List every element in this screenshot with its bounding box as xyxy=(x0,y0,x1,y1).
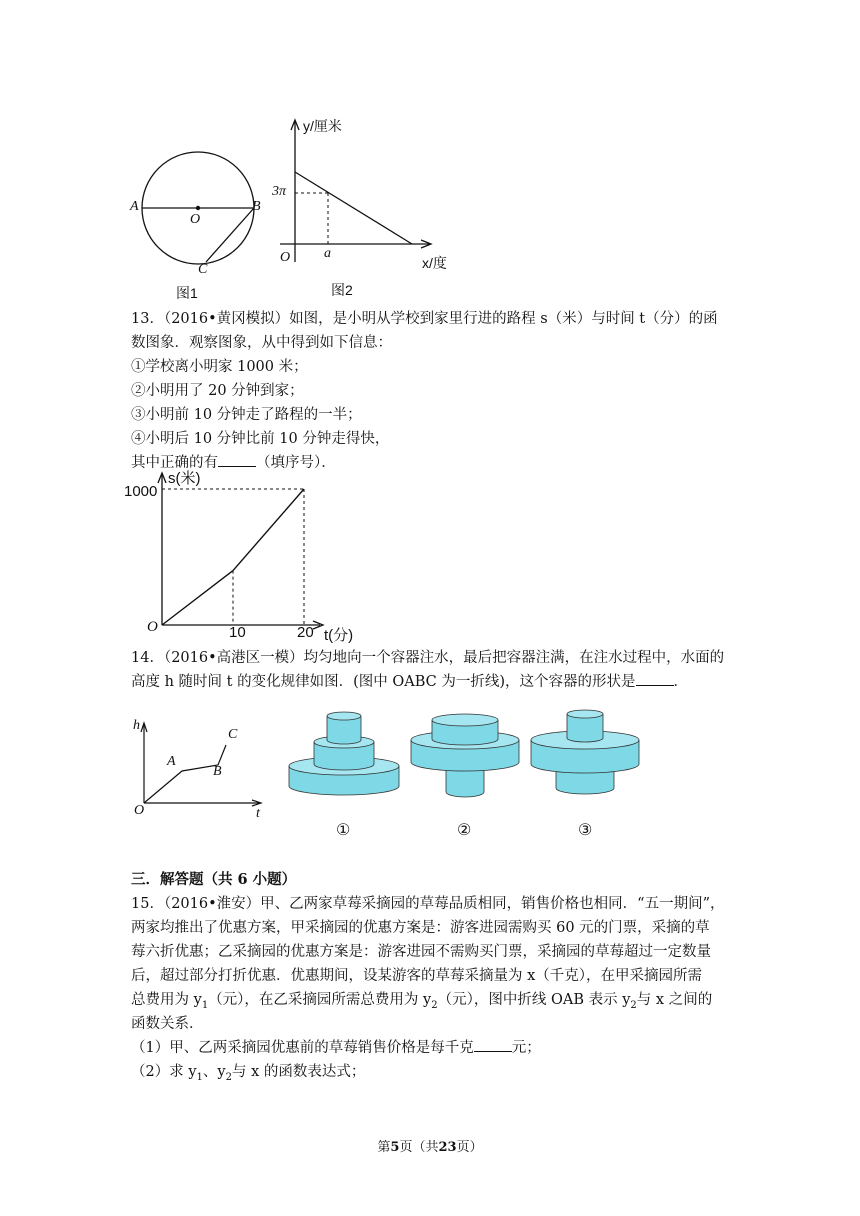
axis-label-y-cm: y/厘米 xyxy=(303,118,342,134)
q14-a-label: A xyxy=(167,754,176,769)
q15-line: 函数关系． xyxy=(131,1016,204,1032)
point-label-a: A xyxy=(130,199,139,214)
q13-x-tick-10: 10 xyxy=(229,624,246,641)
answer-blank[interactable] xyxy=(474,1037,512,1052)
point-label-b: B xyxy=(252,199,261,214)
figure-1-caption: 图1 xyxy=(176,285,198,301)
q15-subscript: 2 xyxy=(225,1071,232,1083)
q14-option-label-1: ① xyxy=(336,822,351,839)
q15-text: （元），图中折线 OAB 表示 y xyxy=(437,992,631,1008)
q13-x-tick-20: 20 xyxy=(297,624,314,641)
q14-container-option-1[interactable] xyxy=(287,708,402,803)
figure-2-graph xyxy=(270,112,445,272)
page-footer xyxy=(0,1136,860,1155)
figure-2-caption: 图2 xyxy=(331,282,353,298)
tick-label-a: a xyxy=(324,246,331,261)
q15-subscript: 2 xyxy=(431,999,438,1011)
q14-c-label: C xyxy=(228,727,238,742)
q13-line: 13．（2016•黄冈模拟）如图，是小明从学校到家里行进的路程 s（米）与时间 t（分）的函 xyxy=(131,311,718,327)
q15-part-2 xyxy=(131,1060,365,1090)
q15-part-1 xyxy=(131,1036,541,1060)
q13-line: ③小明前 10 分钟走了路程的一半； xyxy=(131,407,362,423)
q15-line-5 xyxy=(131,988,712,1018)
q15-text: 总费用为 y xyxy=(131,992,202,1008)
q13-answer-prefix: 其中正确的有 xyxy=(131,455,218,471)
q13-y-tick-1000: 1000 xyxy=(124,483,158,500)
q14-option-label-2: ② xyxy=(457,822,472,839)
q15-subscript: 2 xyxy=(630,999,637,1011)
q13-x-axis-label: t(分) xyxy=(324,627,354,644)
q15-subscript: 1 xyxy=(196,1071,203,1083)
q14-t-label: t xyxy=(256,806,260,821)
q14-line-2-prefix: 高度 h 随时间 t 的变化规律如图．(图中 OABC 为一折线)，这个容器的形状是 xyxy=(131,674,636,690)
footer-middle: 页（共 xyxy=(399,1140,439,1155)
q14-height-time-graph xyxy=(130,715,270,825)
q13-line: ①学校离小明家 1000 米； xyxy=(131,359,308,375)
q14-option-label-3: ③ xyxy=(578,822,593,839)
q15-line: 莓六折优惠；乙采摘园的优惠方案是：游客进园不需购买门票，采摘园的草莓超过一定数量 xyxy=(131,944,711,960)
q13-answer-suffix: （填序号）． xyxy=(256,455,336,471)
series-line-segment xyxy=(162,571,233,625)
q15-line: 两家均推出了优惠方案，甲采摘园的优惠方案是：游客进园需购买 60 元的门票，采摘的草 xyxy=(131,920,710,936)
q13-line: 数图象．观察图象，从中得到如下信息： xyxy=(131,335,392,351)
q14-line-2 xyxy=(131,670,688,694)
q15-part-1-suffix: 元； xyxy=(511,1040,541,1056)
footer-suffix: 页） xyxy=(456,1140,483,1155)
point-label-c: C xyxy=(198,262,208,277)
q15-text: （2）求 y xyxy=(131,1064,197,1080)
footer-prefix: 第 xyxy=(377,1140,391,1155)
q13-line: ②小明用了 20 分钟到家； xyxy=(131,383,304,399)
q14-o-label: O xyxy=(134,803,145,818)
series-line-segment xyxy=(233,489,304,571)
q14-container-option-2[interactable] xyxy=(408,712,523,802)
axis-label-x-degree: x/度 xyxy=(422,255,447,271)
q15-line: 后，超过部分打折优惠．优惠期间，设某游客的草莓采摘量为 x（千克），在甲采摘园所需 xyxy=(131,968,703,984)
q15-text: 与 x 之间的 xyxy=(636,992,713,1008)
point-label-o: O xyxy=(190,212,201,227)
q13-line: ④小明后 10 分钟比前 10 分钟走得快， xyxy=(131,431,390,447)
q13-y-axis-label: s(米) xyxy=(168,470,201,487)
answer-blank[interactable] xyxy=(636,671,674,686)
origin-label: O xyxy=(280,250,291,265)
q14-line-1: 14．（2016•高港区一模）均匀地向一个容器注水，最后把容器注满，在注水过程中，水面的 xyxy=(131,650,725,666)
section-heading: 三．解答题（共 6 小题） xyxy=(131,871,297,888)
q13-chart xyxy=(120,465,380,645)
q15-subscript: 1 xyxy=(201,999,209,1011)
q15-text: （元），在乙采摘园所需总费用为 y xyxy=(208,992,432,1008)
q13-origin-label: O xyxy=(147,619,158,635)
q14-container-option-3[interactable] xyxy=(528,708,643,800)
q14-line-2-suffix: ． xyxy=(673,674,689,690)
tick-label-3pi: 3π xyxy=(272,184,287,199)
q14-h-label: h xyxy=(133,718,140,733)
footer-total-pages: 23 xyxy=(438,1140,457,1155)
q14-b-label: B xyxy=(213,764,222,779)
q15-part-1-prefix: （1）甲、乙两采摘园优惠前的草莓销售价格是每千克 xyxy=(131,1040,474,1056)
q15-text: 与 x 的函数表达式； xyxy=(231,1064,366,1080)
footer-page-number: 5 xyxy=(390,1140,400,1155)
q15-text: 、y xyxy=(202,1064,226,1080)
q15-line: 15．（2016•淮安）甲、乙两家草莓采摘园的草莓品质相同，销售价格也相同．“五一期间”， xyxy=(131,896,725,912)
